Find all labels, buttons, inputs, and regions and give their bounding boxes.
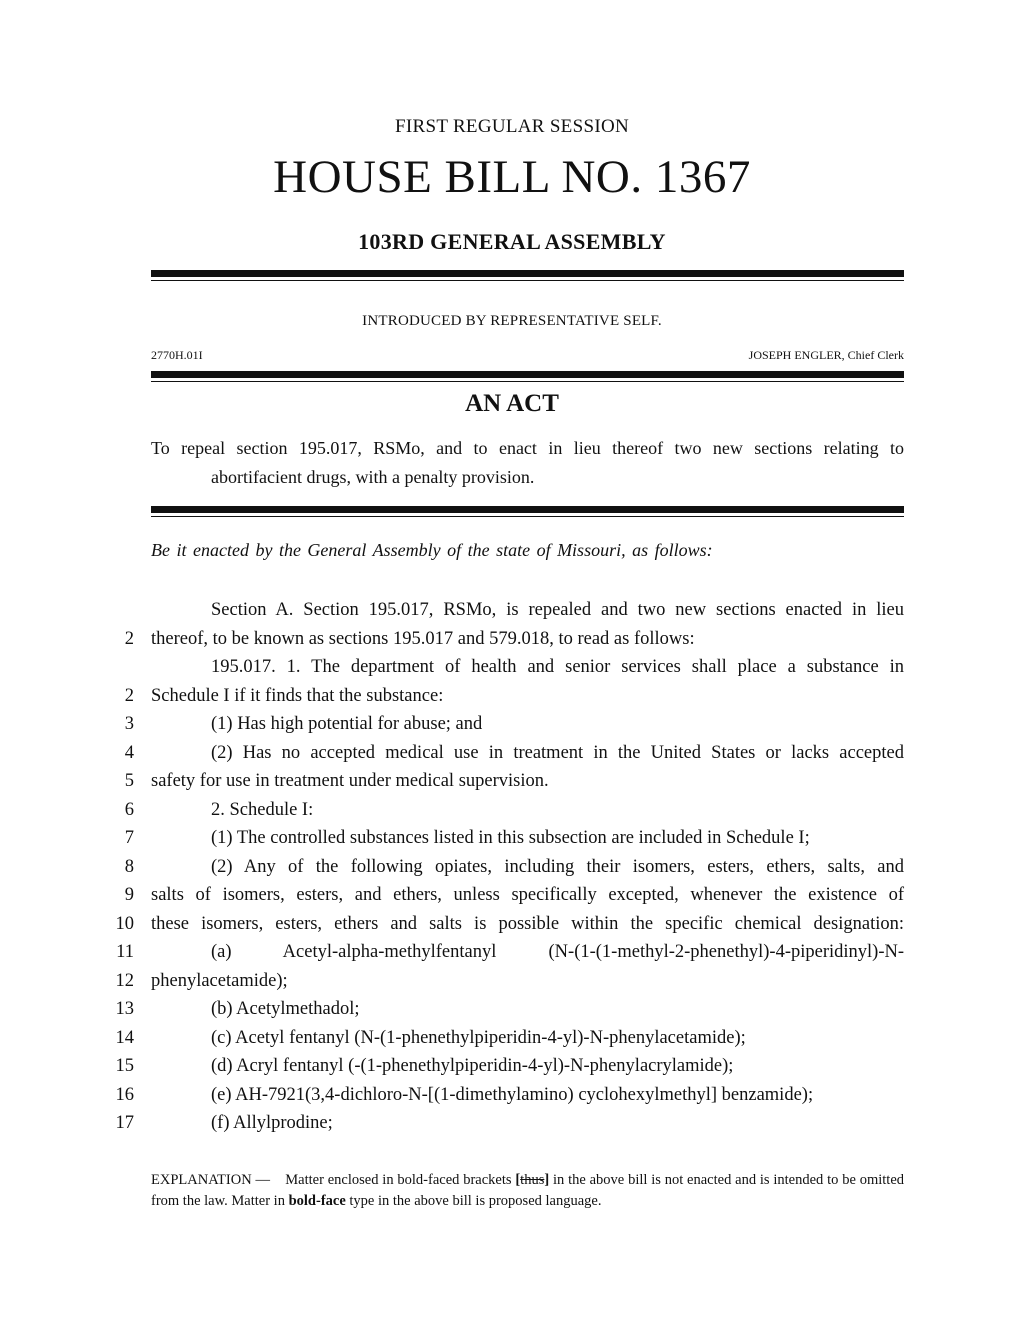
- bill-text-line: Section A. Section 195.017, RSMo, is repealed and two new sections enacted in lieu: [211, 600, 904, 620]
- bold-face-example: bold-face: [288, 1193, 346, 1209]
- line-number: 14: [115, 1028, 134, 1048]
- act-title-line-1: To repeal section 195.017, RSMo, and to enact in lieu thereof two new sections relating to: [151, 438, 904, 458]
- bill-text-line: salts of isomers, esters, and ethers, unless specifically excepted, whenever the existence of: [151, 885, 904, 905]
- act-title-line-2: abortifacient drugs, with a penalty provision.: [211, 467, 535, 487]
- line-number: 12: [115, 971, 134, 991]
- bill-text-line: 195.017. 1. The department of health and senior services shall place a substance in: [211, 657, 904, 677]
- line-number: 6: [124, 800, 134, 820]
- bracket-close: ]: [544, 1172, 550, 1188]
- line-number: 11: [116, 942, 134, 962]
- thin-rule: [151, 280, 904, 281]
- bracket-open: [: [515, 1172, 521, 1188]
- bill-text-line: (d) Acryl fentanyl (-(1-phenethylpiperidin-4-yl)-N-phenylacrylamide);: [211, 1056, 734, 1076]
- bill-text-line: thereof, to be known as sections 195.017 and 579.018, to read as follows:: [151, 629, 695, 649]
- struck-example: thus: [520, 1172, 545, 1188]
- explanation-label: EXPLANATION —: [151, 1172, 271, 1188]
- line-number: 7: [124, 828, 134, 848]
- chief-clerk: JOSEPH ENGLER, Chief Clerk: [748, 348, 904, 362]
- bill-text-line: safety for use in treatment under medical supervision.: [151, 771, 549, 791]
- line-number: 4: [124, 743, 134, 763]
- bill-text-line: (c) Acetyl fentanyl (N-(1-phenethylpiperidin-4-yl)-N-phenylacetamide);: [211, 1028, 746, 1048]
- explanation-note: [151, 1170, 904, 1212]
- enacting-clause: Be it enacted by the General Assembly of the state of Missouri, as follows:: [151, 540, 713, 560]
- line-number: 2: [124, 686, 134, 706]
- bill-text-line: (e) AH-7921(3,4-dichloro-N-[(1-dimethylamino) cyclohexylmethyl] benzamide);: [211, 1085, 814, 1105]
- line-number: 5: [124, 771, 134, 791]
- line-number: 13: [115, 999, 134, 1019]
- line-number: 10: [115, 914, 134, 934]
- line-number: 17: [115, 1113, 134, 1133]
- thin-rule: [151, 516, 904, 517]
- line-number: 8: [124, 857, 134, 877]
- bill-number: HOUSE BILL NO. 1367: [273, 151, 751, 203]
- bill-text-line: (b) Acetylmethadol;: [211, 999, 360, 1019]
- act-heading: AN ACT: [465, 390, 559, 417]
- explanation-text-1: Matter enclosed in bold-faced brackets: [285, 1172, 516, 1188]
- line-number: 15: [115, 1056, 134, 1076]
- line-number: 3: [124, 714, 134, 734]
- bill-text-line: (a) Acetyl-alpha-methylfentanyl (N-(1-(1-methyl-2-phenethyl)-4-piperidinyl)-N-: [211, 942, 904, 962]
- bill-text-line: these isomers, esters, ethers and salts is possible within the specific chemical designation:: [151, 914, 904, 934]
- explanation-text-2: in the above bill is not enacted and is intended to be omitted from the law. Matter in: [151, 1172, 905, 1209]
- heavy-rule: [151, 270, 904, 277]
- bill-text-line: 2. Schedule I:: [211, 800, 314, 820]
- thin-rule: [151, 381, 904, 382]
- bill-text-line: (2) Any of the following opiates, including their isomers, esters, ethers, salts, and: [211, 857, 904, 877]
- lr-code: 2770H.01I: [151, 348, 203, 362]
- assembly-label: 103RD GENERAL ASSEMBLY: [358, 229, 666, 254]
- bill-text-line: (f) Allylprodine;: [211, 1113, 333, 1133]
- heavy-rule: [151, 371, 904, 378]
- bill-text-line: (2) Has no accepted medical use in treatment in the United States or lacks accepted: [211, 743, 904, 763]
- bill-text-line: Schedule I if it finds that the substance:: [151, 686, 444, 706]
- explanation-text-3: type in the above bill is proposed language.: [345, 1193, 602, 1209]
- bill-text-line: (1) The controlled substances listed in this subsection are included in Schedule I;: [211, 828, 810, 848]
- line-number: 2: [124, 629, 134, 649]
- heavy-rule: [151, 506, 904, 513]
- bill-text-line: phenylacetamide);: [151, 971, 288, 991]
- line-number: 9: [124, 885, 134, 905]
- session-label: FIRST REGULAR SESSION: [395, 116, 629, 137]
- introduced-by: INTRODUCED BY REPRESENTATIVE SELF.: [362, 313, 662, 329]
- bill-text-line: (1) Has high potential for abuse; and: [211, 714, 483, 734]
- line-number: 16: [115, 1085, 134, 1105]
